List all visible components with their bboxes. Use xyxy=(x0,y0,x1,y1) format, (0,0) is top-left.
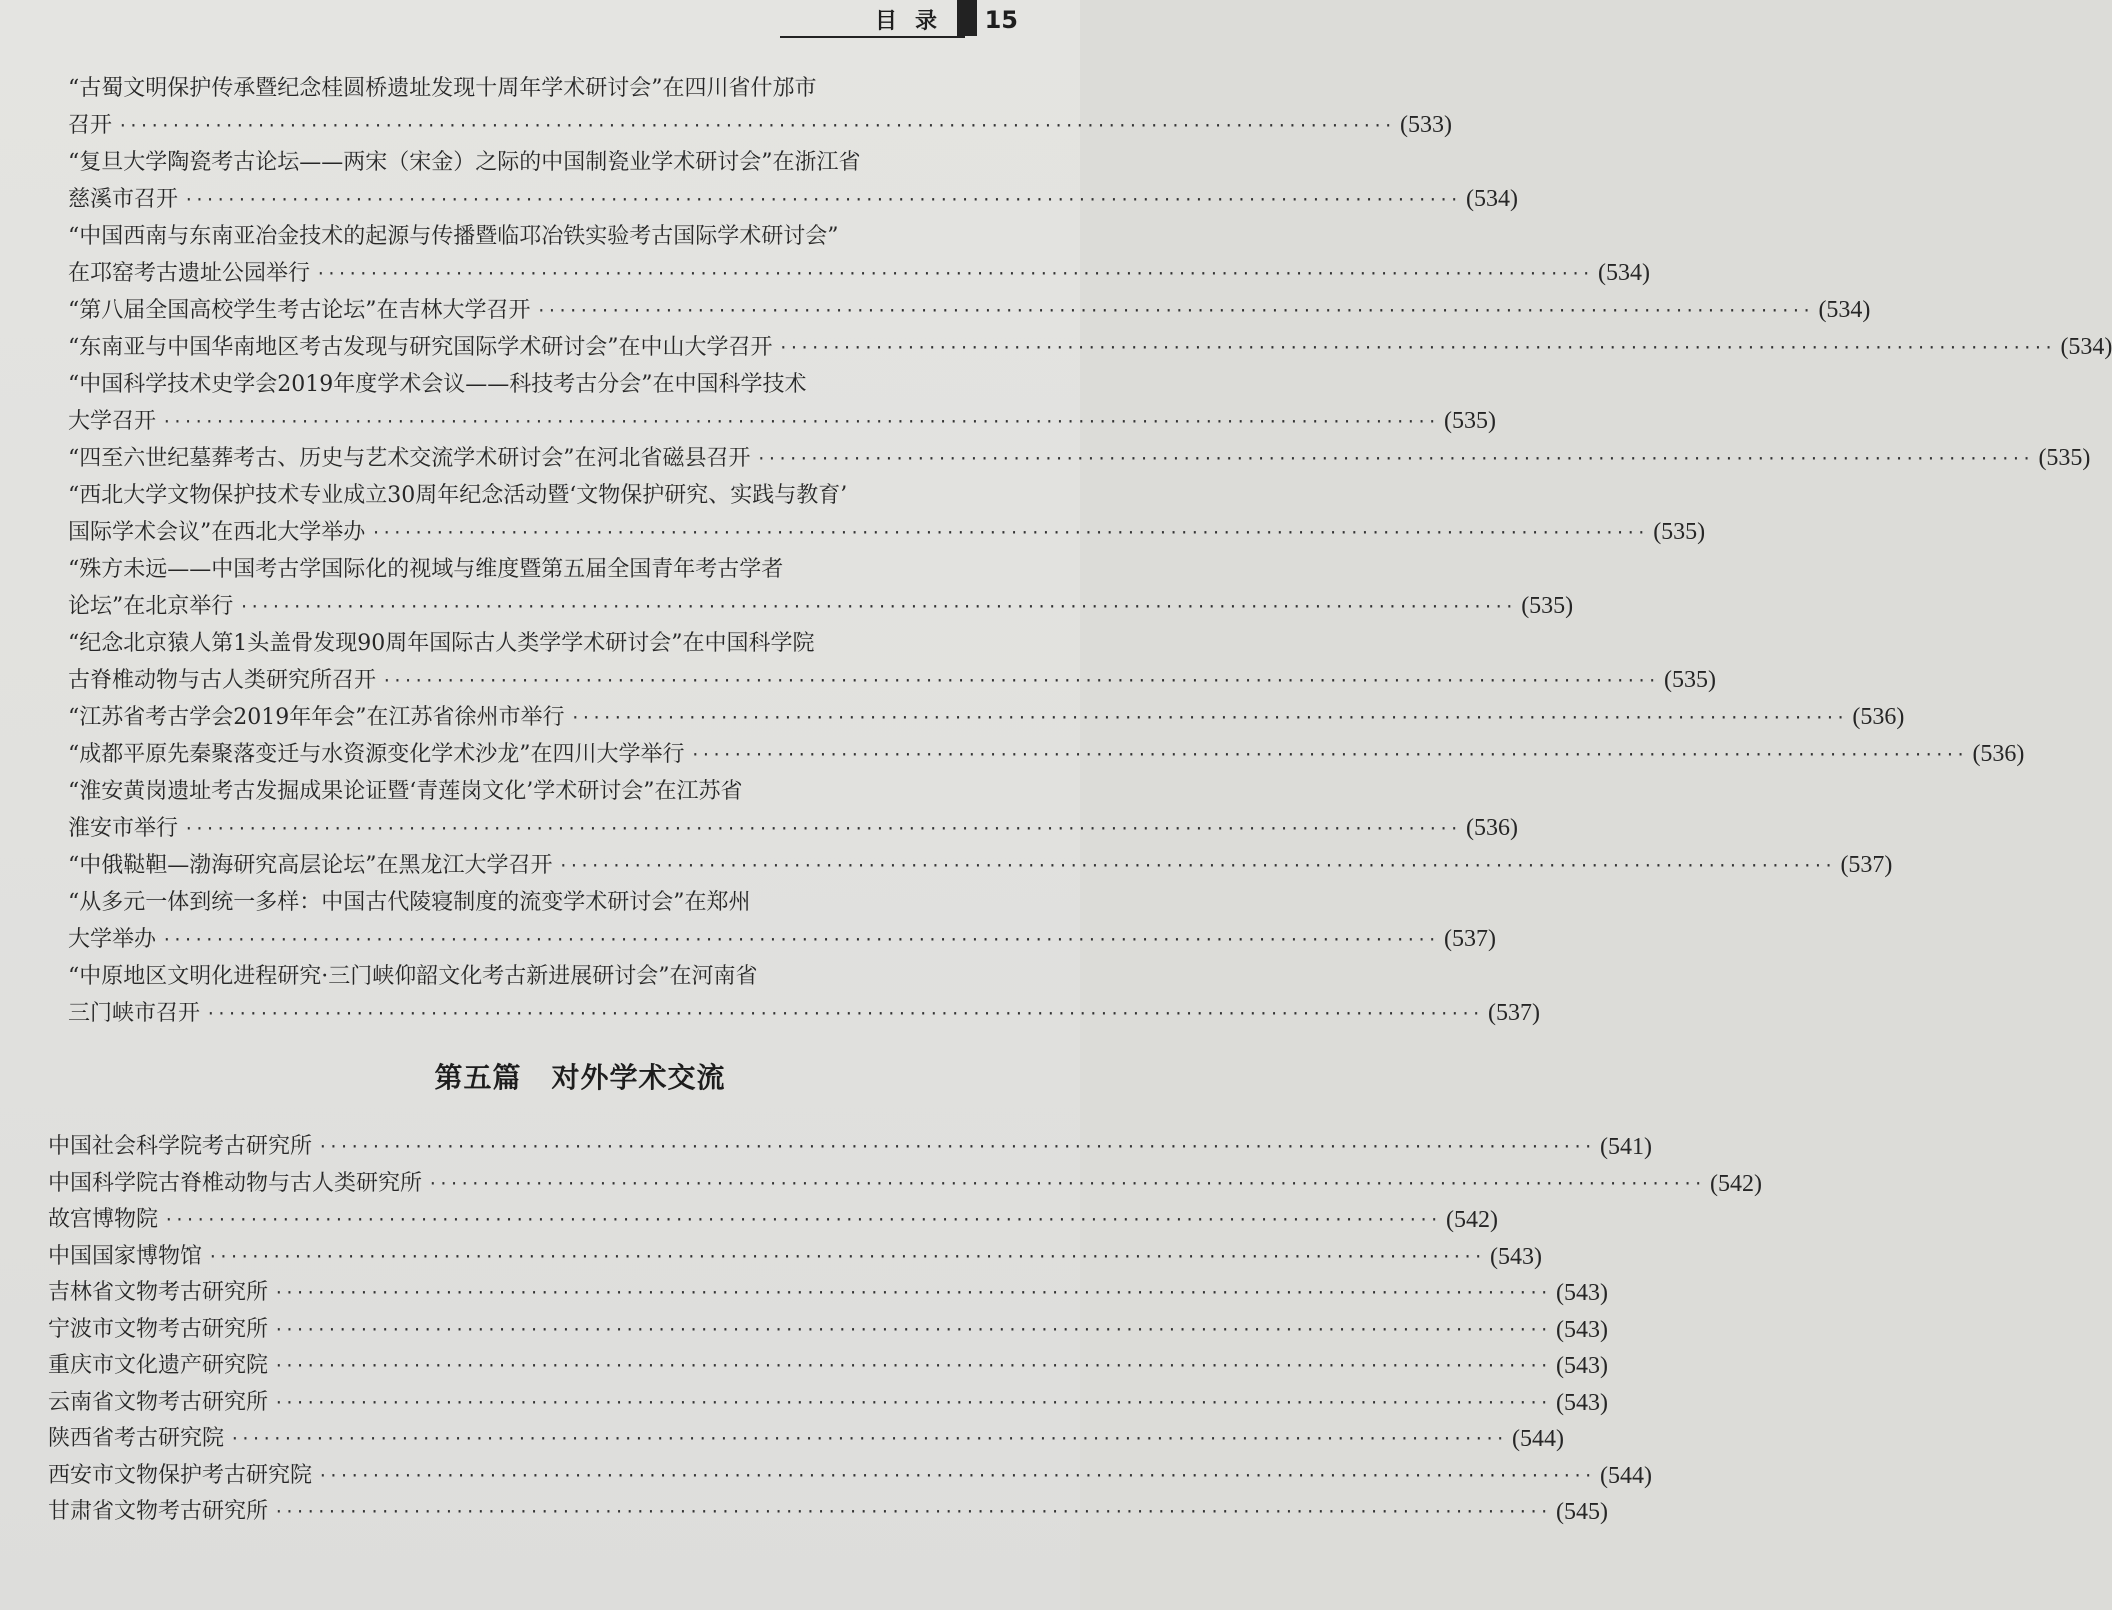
entry-title-line: 慈溪市召开 xyxy=(68,187,179,212)
institution-page-ref: (542) xyxy=(1445,1207,1498,1233)
leader-dots: ························································································································ xyxy=(318,1465,1594,1485)
entry-title-line: “纪念北京猿人第1头盖骨发现90周年国际古人类学学术研讨会”在中国科学院 xyxy=(68,631,815,656)
leader-dots: ························································································································ xyxy=(206,1004,1482,1023)
institution-name: 宁波市文物考古研究所 xyxy=(48,1316,269,1342)
leader-dots: ························································································································ xyxy=(208,1246,1484,1266)
entry-page-ref: (536) xyxy=(1465,815,1518,841)
institution-name: 甘肃省文物考古研究所 xyxy=(48,1499,269,1524)
entry-page-ref: (534) xyxy=(1597,260,1650,286)
toc-entry xyxy=(60,70,1452,144)
entry-title-line: 论坛”在北京举行 xyxy=(68,594,234,619)
entry-title-line: 召开 xyxy=(68,113,113,138)
entry-title-line: “淮安黄岗遗址考古发掘成果论证暨‘青莲岗文化’学术研讨会”在江苏省 xyxy=(68,779,743,804)
institution-entry xyxy=(48,1239,1542,1276)
leader-dots: ························································································································ xyxy=(184,190,1460,209)
entry-page-ref: (537) xyxy=(1840,852,1893,878)
institution-name: 云南省文物考古研究所 xyxy=(48,1389,269,1415)
toc-entry xyxy=(60,144,1518,218)
entry-title-line: “殊方未远——中国考古学国际化的视域与维度暨第五届全国青年考古学者 xyxy=(68,557,784,582)
institution-entry xyxy=(48,1129,1652,1166)
section-heading xyxy=(0,1052,1080,1104)
institution-entry xyxy=(48,1275,1608,1312)
institution-list xyxy=(48,1129,1762,1531)
entry-title-line: “古蜀文明保护传承暨纪念桂圆桥遗址发现十周年学术研讨会”在四川省什邡市 xyxy=(68,76,817,101)
entry-page-ref: (537) xyxy=(1487,1000,1540,1026)
toc-entry xyxy=(60,625,1716,699)
entry-title-line: “第八届全国高校学生考古论坛”在吉林大学召开 xyxy=(68,298,531,323)
institution-page-ref: (543) xyxy=(1555,1353,1608,1379)
institution-page-ref: (543) xyxy=(1555,1389,1608,1416)
institution-entry xyxy=(48,1458,1652,1495)
entry-title-line: “中国科学技术史学会2019年度学术会议——科技考古分会”在中国科学技术 xyxy=(68,372,807,397)
institution-name: 吉林省文物考古研究所 xyxy=(48,1280,269,1305)
institution-entry xyxy=(48,1494,1608,1531)
toc-entry xyxy=(60,699,1905,736)
institution-page-ref: (543) xyxy=(1489,1243,1542,1270)
entry-title-line: “成都平原先秦聚落变迁与水资源变化学术沙龙”在四川大学举行 xyxy=(68,742,685,767)
leader-dots: ························································································································ xyxy=(558,856,1835,875)
institution-entry xyxy=(48,1166,1762,1203)
entry-page-ref: (536) xyxy=(1972,741,2025,767)
toc-entry xyxy=(60,551,1574,625)
entry-title-line: “东南亚与中国华南地区考古发现与研究国际学术研讨会”在中山大学召开 xyxy=(68,335,773,360)
entry-title-line: “中国西南与东南亚冶金技术的起源与传播暨临邛冶铁实验考古国际学术研讨会” xyxy=(68,224,839,249)
institution-entry xyxy=(48,1312,1608,1349)
leader-dots: ························································································································ xyxy=(371,523,1648,542)
entry-title-line: 大学举办 xyxy=(68,927,157,952)
entry-page-ref: (536) xyxy=(1852,704,1905,730)
entry-title-line: 淮安市举行 xyxy=(68,816,179,841)
institution-page-ref: (541) xyxy=(1599,1134,1652,1160)
leader-dots: ························································································································ xyxy=(690,745,1967,764)
entry-title-line: 国际学术会议”在西北大学举办 xyxy=(68,520,366,545)
institution-name: 中国国家博物馆 xyxy=(48,1243,203,1269)
leader-dots: ························································································································ xyxy=(230,1429,1506,1448)
entry-page-ref: (534) xyxy=(1465,186,1518,212)
leader-dots: ························································································································ xyxy=(778,338,2055,357)
entry-page-ref: (534) xyxy=(2060,334,2112,360)
leader-dots: ························································································································ xyxy=(274,1392,1550,1412)
toc-entry xyxy=(60,440,2091,477)
page-number: 15 xyxy=(984,6,1018,34)
entry-page-ref: (533) xyxy=(1399,112,1452,138)
entry-title-line: 古脊椎动物与古人类研究所召开 xyxy=(68,668,377,693)
entry-title-line: 大学召开 xyxy=(68,409,157,434)
leader-dots: ························································································································ xyxy=(536,301,1813,320)
leader-dots: ························································································································ xyxy=(162,412,1438,431)
leader-dots: ························································································································ xyxy=(239,597,1516,616)
institution-page-ref: (544) xyxy=(1511,1426,1564,1452)
entry-page-ref: (537) xyxy=(1443,926,1496,952)
leader-dots: ························································································································ xyxy=(428,1173,1704,1193)
institution-page-ref: (545) xyxy=(1555,1499,1608,1525)
entry-title-line: “中原地区文明化进程研究·三门峡仰韶文化考古新进展研讨会”在河南省 xyxy=(68,964,758,989)
entry-title-line: “中俄鞑靼—渤海研究高层论坛”在黑龙江大学召开 xyxy=(68,853,553,878)
entry-page-ref: (535) xyxy=(1521,593,1574,619)
toc-entry xyxy=(60,366,1496,440)
section-part: 第五篇 xyxy=(434,1061,522,1094)
leader-dots: ························································································································ xyxy=(274,1283,1550,1302)
institution-entry xyxy=(48,1348,1608,1385)
toc-entry xyxy=(60,477,1706,551)
toc-entry xyxy=(60,292,1871,329)
section-name: 对外学术交流 xyxy=(551,1061,726,1094)
institution-name: 故宫博物院 xyxy=(48,1207,159,1232)
institution-name: 重庆市文化遗产研究院 xyxy=(48,1353,269,1378)
institution-entry xyxy=(48,1421,1564,1458)
leader-dots: ························································································································ xyxy=(274,1319,1550,1339)
leader-dots: ························································································································ xyxy=(756,449,2033,468)
leader-dots: ························································································································ xyxy=(382,671,1658,690)
entry-title-line: “四至六世纪墓葬考古、历史与艺术交流学术研讨会”在河北省磁县召开 xyxy=(68,446,751,471)
institution-entry xyxy=(48,1202,1498,1239)
leader-dots: ························································································································ xyxy=(570,708,1847,727)
leader-dots: ························································································································ xyxy=(118,116,1394,135)
entry-page-ref: (535) xyxy=(1443,408,1496,434)
leader-dots: ························································································································ xyxy=(164,1210,1440,1229)
toc-entry xyxy=(60,958,1540,1032)
institution-page-ref: (543) xyxy=(1555,1280,1608,1306)
toc-entry xyxy=(60,329,2112,366)
leader-dots: ························································································································ xyxy=(162,930,1438,949)
entry-title-line: “西北大学文物保护技术专业成立30周年纪念活动暨‘文物保护研究、实践与教育’ xyxy=(68,483,848,508)
toc-entry xyxy=(60,847,1893,884)
toc-entry xyxy=(60,884,1496,958)
toc-entry xyxy=(60,218,1650,292)
institution-name: 中国社会科学院考古研究所 xyxy=(48,1134,313,1159)
leader-dots: ························································································································ xyxy=(274,1356,1550,1375)
entry-page-ref: (535) xyxy=(1663,667,1716,693)
header-tab-block xyxy=(957,0,977,36)
entry-title-line: 三门峡市召开 xyxy=(68,1001,201,1026)
toc-entries xyxy=(60,70,2112,1032)
toc-entry xyxy=(60,736,2025,773)
leader-dots: ························································································································ xyxy=(184,819,1460,838)
leader-dots: ························································································································ xyxy=(316,264,1592,283)
entry-page-ref: (535) xyxy=(1653,519,1706,545)
entry-title-line: “江苏省考古学会2019年年会”在江苏省徐州市举行 xyxy=(68,705,565,730)
header-rule xyxy=(780,36,965,38)
toc-entry xyxy=(60,773,1518,847)
institution-page-ref: (543) xyxy=(1555,1316,1608,1343)
entry-title-line: “从多元一体到统一多样：中国古代陵寝制度的流变学术研讨会”在郑州 xyxy=(68,890,751,915)
entry-title-line: 在邛窑考古遗址公园举行 xyxy=(68,261,311,286)
institution-name: 陕西省考古研究院 xyxy=(48,1426,225,1451)
entry-page-ref: (535) xyxy=(2038,445,2091,471)
leader-dots: ························································································································ xyxy=(274,1502,1550,1521)
entry-title-line: “复旦大学陶瓷考古论坛——两宋（宋金）之际的中国制瓷业学术研讨会”在浙江省 xyxy=(68,150,861,175)
institution-entry xyxy=(48,1385,1608,1422)
page-header xyxy=(780,0,1080,40)
entry-page-ref: (534) xyxy=(1818,297,1871,323)
institution-page-ref: (544) xyxy=(1599,1462,1652,1489)
leader-dots: ························································································································ xyxy=(318,1137,1594,1156)
institution-name: 中国科学院古脊椎动物与古人类研究所 xyxy=(48,1170,423,1196)
running-title: 目录 xyxy=(874,9,955,34)
institution-name: 西安市文物保护考古研究院 xyxy=(48,1462,313,1488)
institution-page-ref: (542) xyxy=(1709,1170,1762,1197)
